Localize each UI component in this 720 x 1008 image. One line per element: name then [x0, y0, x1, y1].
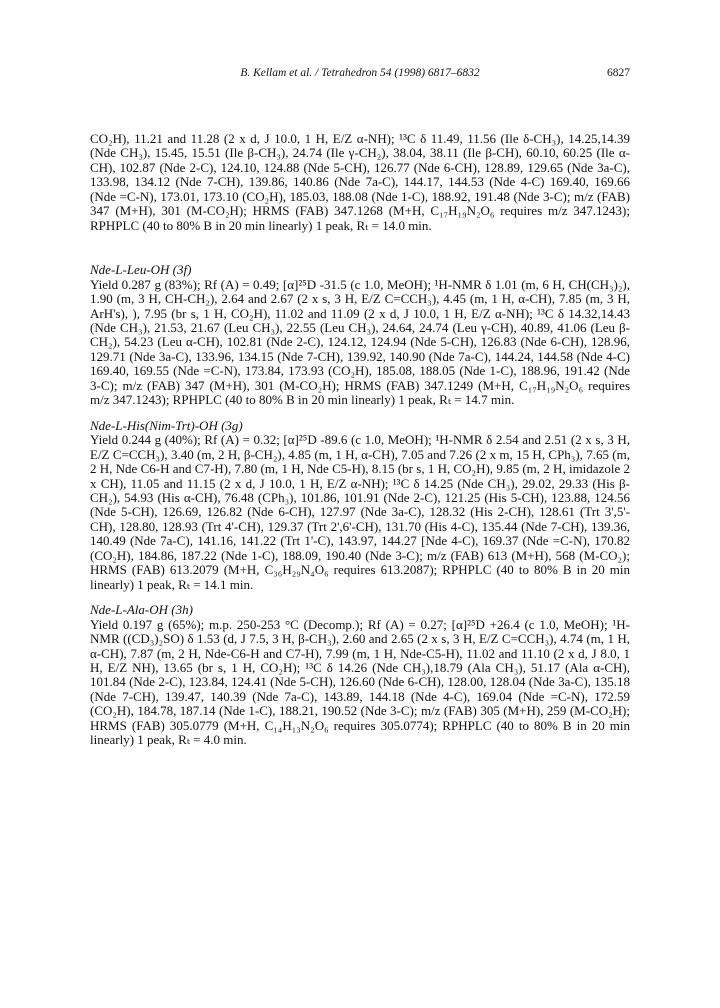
- page-body: [90, 132, 630, 759]
- compound-heading-3h: Nde-L-Ala-OH (3h): [90, 602, 193, 618]
- continued-paragraph: CO₂H), 11.21 and 11.28 (2 x d, J 10.0, 1 H, E/Z α-NH); ¹³C δ 11.49, 11.56 (Ile δ-CH₃), 14.25,14.39 (Nde CH₃), 15.45, 15.51 (Ile β-CH₃), 24.74 (Ile γ-CH₂), 38.04, 38.11 (Ile β-CH), 60.10, 60.25 (Ile α-CH), 102.87 (Nde 2-C), 124.10, 124.88 (Nde 5-CH), 126.77 (Nde 6-CH), 128.89, 129.65 (Nde 3a-C), 133.98, 134.12 (Nde 7-CH), 139.86, 140.86 (Nde 7a-C), 144.17, 144.53 (Nde 4-C) 169.40, 169.66 (Nde =C-N), 173.01, 173.10 (CO₂H), 185.03, 188.08 (Nde 1-C), 188.92, 191.48 (Nde 3-C); m/z (FAB) 347 (M+H), 301 (M-CO₂H); HRMS (FAB) 347.1268 (M+H, C₁₇H₁₉N₂O₆ requires m/z 347.1243); RPHPLC (40 to 80% B in 20 min linearly) 1 peak, Rₜ = 14.0 min.: [90, 131, 630, 233]
- running-header: [90, 67, 630, 87]
- compound-heading-3f: Nde-L-Leu-OH (3f): [90, 262, 192, 278]
- compound-data-3g: Yield 0.244 g (40%); Rf (A) = 0.32; [α]²⁵D -89.6 (c 1.0, MeOH); ¹H-NMR δ 2.54 and 2.51 (2 x s, 3 H, E/Z C=CCH₃), 3.40 (m, 2 H, β-CH₂), 4.85 (m, 1 H, α-CH), 7.05 and 7.26 (2 x m, 15 H, CPh₃), 7.65 (m, 2 H, Nde C6-H and C7-H), 7.80 (m, 1 H, Nde C5-H), 8.15 (br s, 1 H, CO₂H), 9.85 (m, 2 H, imidazole 2 x CH), 11.05 and 11.15 (2 x d, J 10.0, 1 H, E/Z α-NH); ¹³C δ 14.25 (Nde CH₃), 29.02, 29.33 (His β-CH₂), 54.93 (His α-CH), 76.48 (CPh₃), 101.86, 101.91 (Nde 2-C), 121.25 (His 5-CH), 123.88, 124.56 (Nde 5-CH), 126.69, 126.82 (Nde 6-CH), 127.97 (Nde 3a-C), 128.32 (His 2-CH), 128.61 (Trt 3',5'-CH), 128.80, 128.93 (Trt 4'-CH), 129.37 (Trt 2',6'-CH), 131.70 (His 4-C), 135.44 (Nde 7-CH), 139.36, 140.49 (Nde 7a-C), 141.16, 141.22 (Trt 1'-C), 143.97, 144.27 [Nde 4-C), 169.37 (Nde =C-N), 170.82 (CO₂H), 184.86, 187.22 (Nde 1-C), 188.09, 190.40 (Nde 3-C); m/z (FAB) 613 (M+H), 568 (M-CO₂); HRMS (FAB) 613.2079 (M+H, C₃₆H₂₉N₄O₆ requires 613.2087); RPHPLC (40 to 80% B in 20 min linearly) 1 peak, Rₜ = 14.1 min.: [90, 432, 630, 592]
- compound-data-3f: Yield 0.287 g (83%); Rf (A) = 0.49; [α]²⁵D -31.5 (c 1.0, MeOH); ¹H-NMR δ 1.01 (m, 6 H, CH(CH₃)₂), 1.90 (m, 3 H, CH-CH₂), 2.64 and 2.67 (2 x s, 3 H, E/Z C=CCH₃), 4.45 (m, 1 H, α-CH), 7.85 (m, 3 H, ArH's), ), 7.95 (br s, 1 H, CO₂H), 11.02 and 11.09 (2 x d, J 10.0, 1 H, E/Z α-NH); ¹³C δ 14.32,14.43 (Nde CH₃), 21.53, 21.67 (Leu CH₃), 22.55 (Leu CH₃), 24.64, 24.74 (Leu γ-CH), 40.89, 41.06 (Leu β-CH₂), 54.23 (Leu α-CH), 102.81 (Nde 2-C), 124.12, 124.94 (Nde 5-CH), 126.83 (Nde 6-CH), 128.96, 129.71 (Nde 3a-C), 133.96, 134.15 (Nde 7-CH), 139.92, 140.90 (Nde 7a-C), 144.24, 144.58 (Nde 4-C) 169.40, 169.55 (Nde =C-N), 173.84, 173.93 (CO₂H), 185.08, 188.05 (Nde 1-C), 188.96, 191.42 (Nde 3-C); m/z (FAB) 347 (M+H), 301 (M-CO₂H); HRMS (FAB) 347.1249 (M+H, C₁₇H₁₉N₂O₆ requires m/z 347.1243); RPHPLC (40 to 80% B in 20 min linearly) 1 peak, Rₜ = 14.7 min.: [90, 276, 630, 408]
- page-number: 6827: [607, 67, 630, 79]
- compound-heading-3g: Nde-L-His(Nim-Trt)-OH (3g): [90, 417, 243, 433]
- journal-citation: B. Kellam et al. / Tetrahedron 54 (1998) 6817–6832: [240, 67, 480, 79]
- compound-data-3h: Yield 0.197 g (65%); m.p. 250-253 °C (Decomp.); Rf (A) = 0.27; [α]²⁵D +26.4 (c 1.0, MeOH); ¹H-NMR ((CD₃)₂SO) δ 1.53 (d, J 7.5, 3 H, β-CH₃), 2.60 and 2.65 (2 x s, 3 H, E/Z C=CCH₃), 4.74 (m, 1 H, α-CH), 7.87 (m, 2 H, Nde-C6-H and C7-H), 7.99 (m, 1 H, Nde-C5-H), 11.02 and 11.10 (2 x d, J 8.0, 1 H, E/Z NH), 13.65 (br s, 1 H, CO₂H); ¹³C δ 14.26 (Nde CH₃),18.79 (Ala CH₃), 51.17 (Ala α-CH), 101.84 (Nde 2-C), 123.84, 124.41 (Nde 5-CH), 126.60 (Nde 6-CH), 128.00, 128.04 (Nde 3a-C), 135.18 (Nde 7-CH), 139.47, 140.39 (Nde 7a-C), 143.89, 144.18 (Nde 4-C), 169.04 (Nde =C-N), 172.59 (CO₂H), 184.78, 187.14 (Nde 1-C), 188.21, 190.52 (Nde 3-C); m/z (FAB) 305 (M+H), 259 (M-CO₂H); HRMS (FAB) 305.0779 (M+H, C₁₄H₁₃N₂O₆ requires 305.0774); RPHPLC (40 to 80% B in 20 min linearly) 1 peak, Rₜ = 4.0 min.: [90, 616, 630, 748]
